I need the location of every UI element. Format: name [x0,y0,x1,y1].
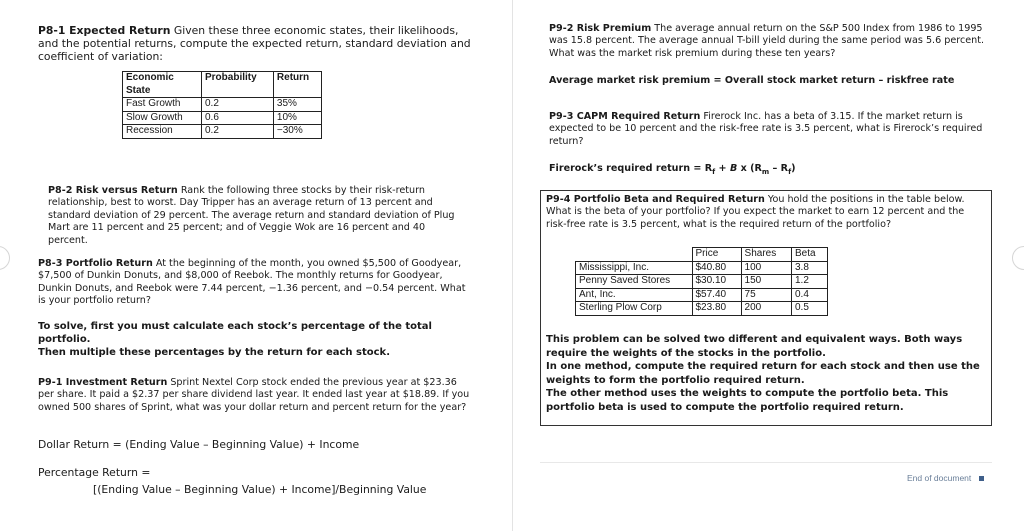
header-blank [576,248,693,262]
header-beta: Beta [792,248,828,262]
p9-1-text: Sprint Nextel Corp stock ended the previous year at $23.36 per share. It paid a $2.37 per share dividend last year. It ended last year at $18.89. If you owned 500 shares of Sprint, what was your dollar return and percent return for the year? [38,377,470,413]
cell-price: $30.10 [692,275,741,289]
p8-2-problem [48,185,466,247]
page-divider [512,0,513,531]
header-economic-state: Economic State [123,72,202,98]
p9-1-problem [38,377,472,414]
cell-shares: 200 [741,302,791,316]
p9-3-formula-f-sub: f [788,167,792,176]
p9-3-formula-beta: Β [729,163,738,174]
cell-beta: 0.5 [792,302,828,316]
p8-3-text: At the beginning of the month, you owned $5,500 of Goodyear, $7,500 of Dunkin Donuts, and $8,000 of Reebok. The monthly returns for Goodyear, Dunkin Donuts, and Reebok were 7.44 percent, −1.36 percent, and −0.54 percent. What is your portfolio return? [38,258,466,307]
cell-company: Sterling Plow Corp [576,302,693,316]
p9-3-problem [549,111,985,148]
p9-3-formula-plus: + [715,163,730,174]
p8-3-title: P8-3 Portfolio Return [38,258,153,269]
end-of-document-label: End of document [907,473,972,483]
table-row [576,275,828,289]
p9-3-title: P9-3 CAPM Required Return [549,111,701,122]
p9-1-title: P9-1 Investment Return [38,377,168,388]
table-row [576,261,828,275]
table-header-row [576,248,828,262]
cell-shares: 100 [741,261,791,275]
cell-shares: 75 [741,288,791,302]
cell-return: 35% [273,98,321,112]
p9-2-formula: Average market risk premium = Overall stock market return – riskfree rate [549,75,955,86]
cell-state: Fast Growth [123,98,202,112]
cell-probability: 0.2 [202,125,274,139]
p9-3-formula-m-sub: m [761,167,770,176]
p8-3-solve-step-2: Then multiple these percentages by the return for each stock. [38,346,390,358]
cell-company: Penny Saved Stores [576,275,693,289]
table-row [123,98,322,112]
p9-3-formula-rf: R [704,163,713,174]
p8-3-problem [38,258,466,308]
p9-4-note-1: This problem can be solved two different and equivalent ways. Both ways require the weights of the stocks in the portfolio. [546,334,963,359]
p8-3-solve-step-1: To solve, first you must calculate each stock’s percentage of the total portfolio. [38,321,432,345]
p9-2-title: P9-2 Risk Premium [549,23,652,34]
p8-2-text: Rank the following three stocks by their risk-return relationship, best to worst. Day Tripper has an average return of 13 percent and standard deviation of 29 percent. The average return and standard deviation of Plug Mart are 11 percent and 25 percent; and of Veggie Wok are 16 percent and 40 percent. [48,185,455,246]
p9-4-notes [546,333,984,414]
p8-1-title: P8-1 Expected Return [38,24,171,37]
cell-price: $57.40 [692,288,741,302]
p9-3-text: Firerock Inc. has a beta of 3.15. If the market return is expected to be 10 percent and the risk-free rate is 3.5 percent, what is Firerock’s required return? [549,111,983,147]
cell-state: Slow Growth [123,111,202,125]
p9-4-table [575,247,828,316]
table-row [576,302,828,316]
p9-4-problem [546,194,986,231]
p9-3-formula [549,163,985,178]
p9-1-percent-formula-label: Percentage Return = [38,466,151,479]
p8-3-solution [38,321,466,359]
cell-beta: 0.4 [792,288,828,302]
p9-1-percent-formula: [(Ending Value – Beginning Value) + Income]/Beginning Value [93,483,427,496]
footer-rule [540,462,992,463]
header-shares: Shares [741,248,791,262]
cell-shares: 150 [741,275,791,289]
cell-return: −30% [273,125,321,139]
end-of-document [907,473,984,483]
table-row [123,111,322,125]
cell-beta: 3.8 [792,261,828,275]
header-price: Price [692,248,741,262]
cell-company: Mississippi, Inc. [576,261,693,275]
cell-company: Ant, Inc. [576,288,693,302]
p9-3-formula-rf-sub: f [712,167,716,176]
p9-2-text: The average annual return on the S&P 500 Index from 1986 to 1995 was 15.8 percent. The average annual T-bill yield during the same period was 5.6 percent. What was the market risk premium during these ten years? [549,23,985,59]
header-return: Return [273,72,321,98]
p8-1-table [122,71,322,139]
p9-2-problem [549,23,985,60]
cell-probability: 0.6 [202,111,274,125]
p9-3-formula-label: Firerock’s required return = [549,163,702,174]
table-row [576,288,828,302]
table-header-row [123,72,322,98]
p8-2-title: P8-2 Risk versus Return [48,185,178,196]
p8-1-text: Given these three economic states, their likelihoods, and the potential returns, compute the expected return, standard deviation and coefficient of variation: [38,24,471,63]
end-square-icon [979,476,984,481]
header-probability: Probability [202,72,274,98]
cell-state: Recession [123,125,202,139]
p9-4-title: P9-4 Portfolio Beta and Required Return [546,194,765,205]
p9-4-text: You hold the positions in the table below. What is the beta of your portfolio? If you expect the market to earn 12 percent and the risk-free rate is 3.5 percent, what is the required return of the portfolio? [546,194,965,230]
p9-3-formula-x: x (R [737,163,762,174]
cell-beta: 1.2 [792,275,828,289]
cell-probability: 0.2 [202,98,274,112]
p9-3-formula-minus: – R [769,163,789,174]
cell-return: 10% [273,111,321,125]
p9-1-dollar-formula: Dollar Return = (Ending Value – Beginning Value) + Income [38,438,360,451]
p8-1-problem [38,24,478,63]
table-row [123,125,322,139]
p9-4-note-2: In one method, compute the required return for each stock and then use the weights to form the portfolio required return. [546,361,980,386]
cell-price: $23.80 [692,302,741,316]
p9-3-formula-close: ) [791,163,796,174]
cell-price: $40.80 [692,261,741,275]
p9-4-note-3: The other method uses the weights to compute the portfolio beta. This portfolio beta is used to compute the portfolio required return. [546,388,949,413]
